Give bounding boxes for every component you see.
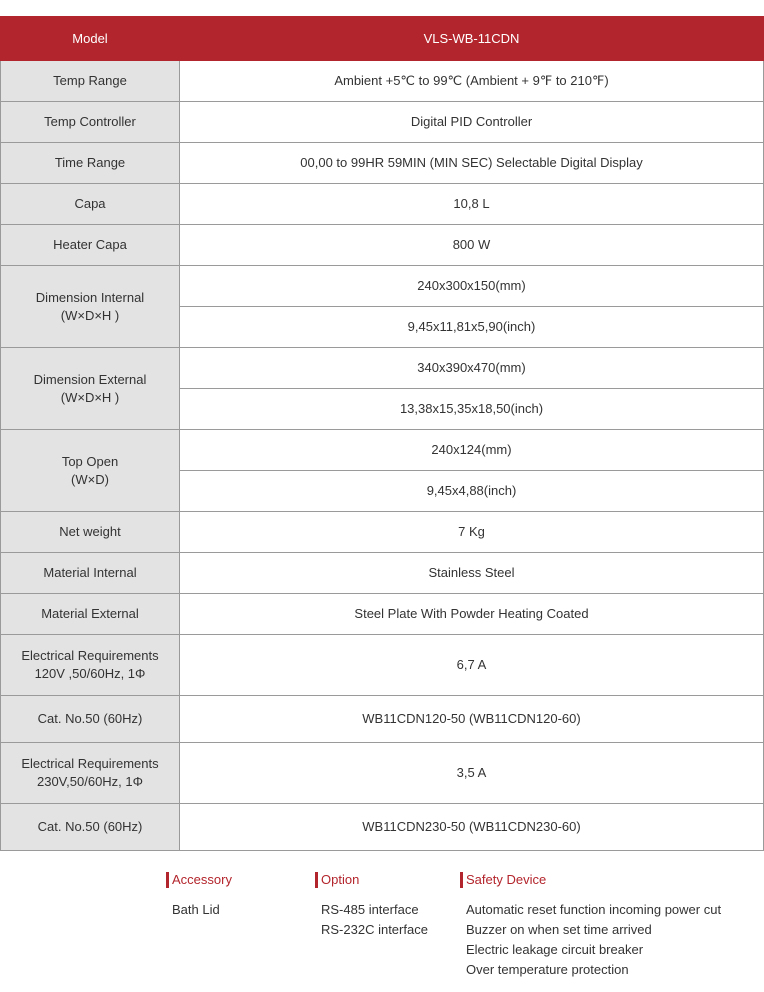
spec-label: Material External [1,594,180,635]
spec-label: Electrical Requirements 230V,50/60Hz, 1Φ [1,743,180,804]
spec-value: 9,45x11,81x5,90(inch) [180,307,764,348]
accessory-title: Accessory [166,872,306,888]
list-item: RS-232C interface [321,922,428,937]
list-item: Automatic reset function incoming power cut [466,902,722,917]
spec-value: 13,38x15,35x18,50(inch) [180,389,764,430]
spec-value: 6,7 A [180,635,764,696]
spec-row-top-open [1,430,764,471]
safety-device-column [460,872,760,980]
spec-label: Electrical Requirements 120V ,50/60Hz, 1Φ [1,635,180,696]
spec-label: Temp Range [1,61,180,102]
accessory-column [166,872,306,920]
spec-value: 240x124(mm) [180,430,764,471]
spec-header-row [1,17,764,61]
spec-label: Temp Controller [1,102,180,143]
spec-value: 3,5 A [180,743,764,804]
safety-device-title: Safety Device [460,872,760,888]
list-item: Over temperature protection [466,962,629,977]
spec-row-heater-capa [1,225,764,266]
spec-value: Ambient +5℃ to 99℃ (Ambient + 9℉ to 210℉) [180,61,764,102]
spec-value: 800 W [180,225,764,266]
spec-row-material-internal [1,553,764,594]
spec-table [0,16,764,851]
spec-label: Dimension External (W×D×H ) [1,348,180,430]
model-label: Model [1,17,180,61]
spec-value: 7 Kg [180,512,764,553]
spec-value: 10,8 L [180,184,764,225]
option-list [315,900,455,940]
spec-value: 00,00 to 99HR 59MIN (MIN SEC) Selectable Digital Display [180,143,764,184]
spec-label: Cat. No.50 (60Hz) [1,696,180,743]
option-title: Option [315,872,455,888]
spec-value: 9,45x4,88(inch) [180,471,764,512]
list-item: Electric leakage circuit breaker [466,942,644,957]
model-value: VLS-WB-11CDN [180,17,764,61]
spec-value: 340x390x470(mm) [180,348,764,389]
spec-value: Steel Plate With Powder Heating Coated [180,594,764,635]
spec-value: WB11CDN230-50 (WB11CDN230-60) [180,804,764,851]
spec-label: Time Range [1,143,180,184]
spec-label: Dimension Internal (W×D×H ) [1,266,180,348]
spec-row-capa [1,184,764,225]
spec-row-dimension-external [1,348,764,389]
spec-row-cat-no-120v [1,696,764,743]
accessory-list [166,900,306,920]
list-item: Buzzer on when set time arrived [466,922,652,937]
spec-label: Net weight [1,512,180,553]
spec-label: Heater Capa [1,225,180,266]
option-column [315,872,455,940]
spec-value: Stainless Steel [180,553,764,594]
list-item: RS-485 interface [321,902,419,917]
spec-row-material-external [1,594,764,635]
spec-value: 240x300x150(mm) [180,266,764,307]
spec-row-net-weight [1,512,764,553]
spec-label: Cat. No.50 (60Hz) [1,804,180,851]
spec-value: WB11CDN120-50 (WB11CDN120-60) [180,696,764,743]
spec-row-cat-no-230v [1,804,764,851]
spec-row-time-range [1,143,764,184]
spec-row-dimension-internal [1,266,764,307]
spec-row-temp-range [1,61,764,102]
spec-label: Material Internal [1,553,180,594]
spec-value: Digital PID Controller [180,102,764,143]
spec-label: Top Open (W×D) [1,430,180,512]
spec-label: Capa [1,184,180,225]
safety-device-list [460,900,760,980]
spec-row-electrical-230v [1,743,764,804]
spec-row-temp-controller [1,102,764,143]
spec-row-electrical-120v [1,635,764,696]
list-item: Bath Lid [172,902,220,917]
